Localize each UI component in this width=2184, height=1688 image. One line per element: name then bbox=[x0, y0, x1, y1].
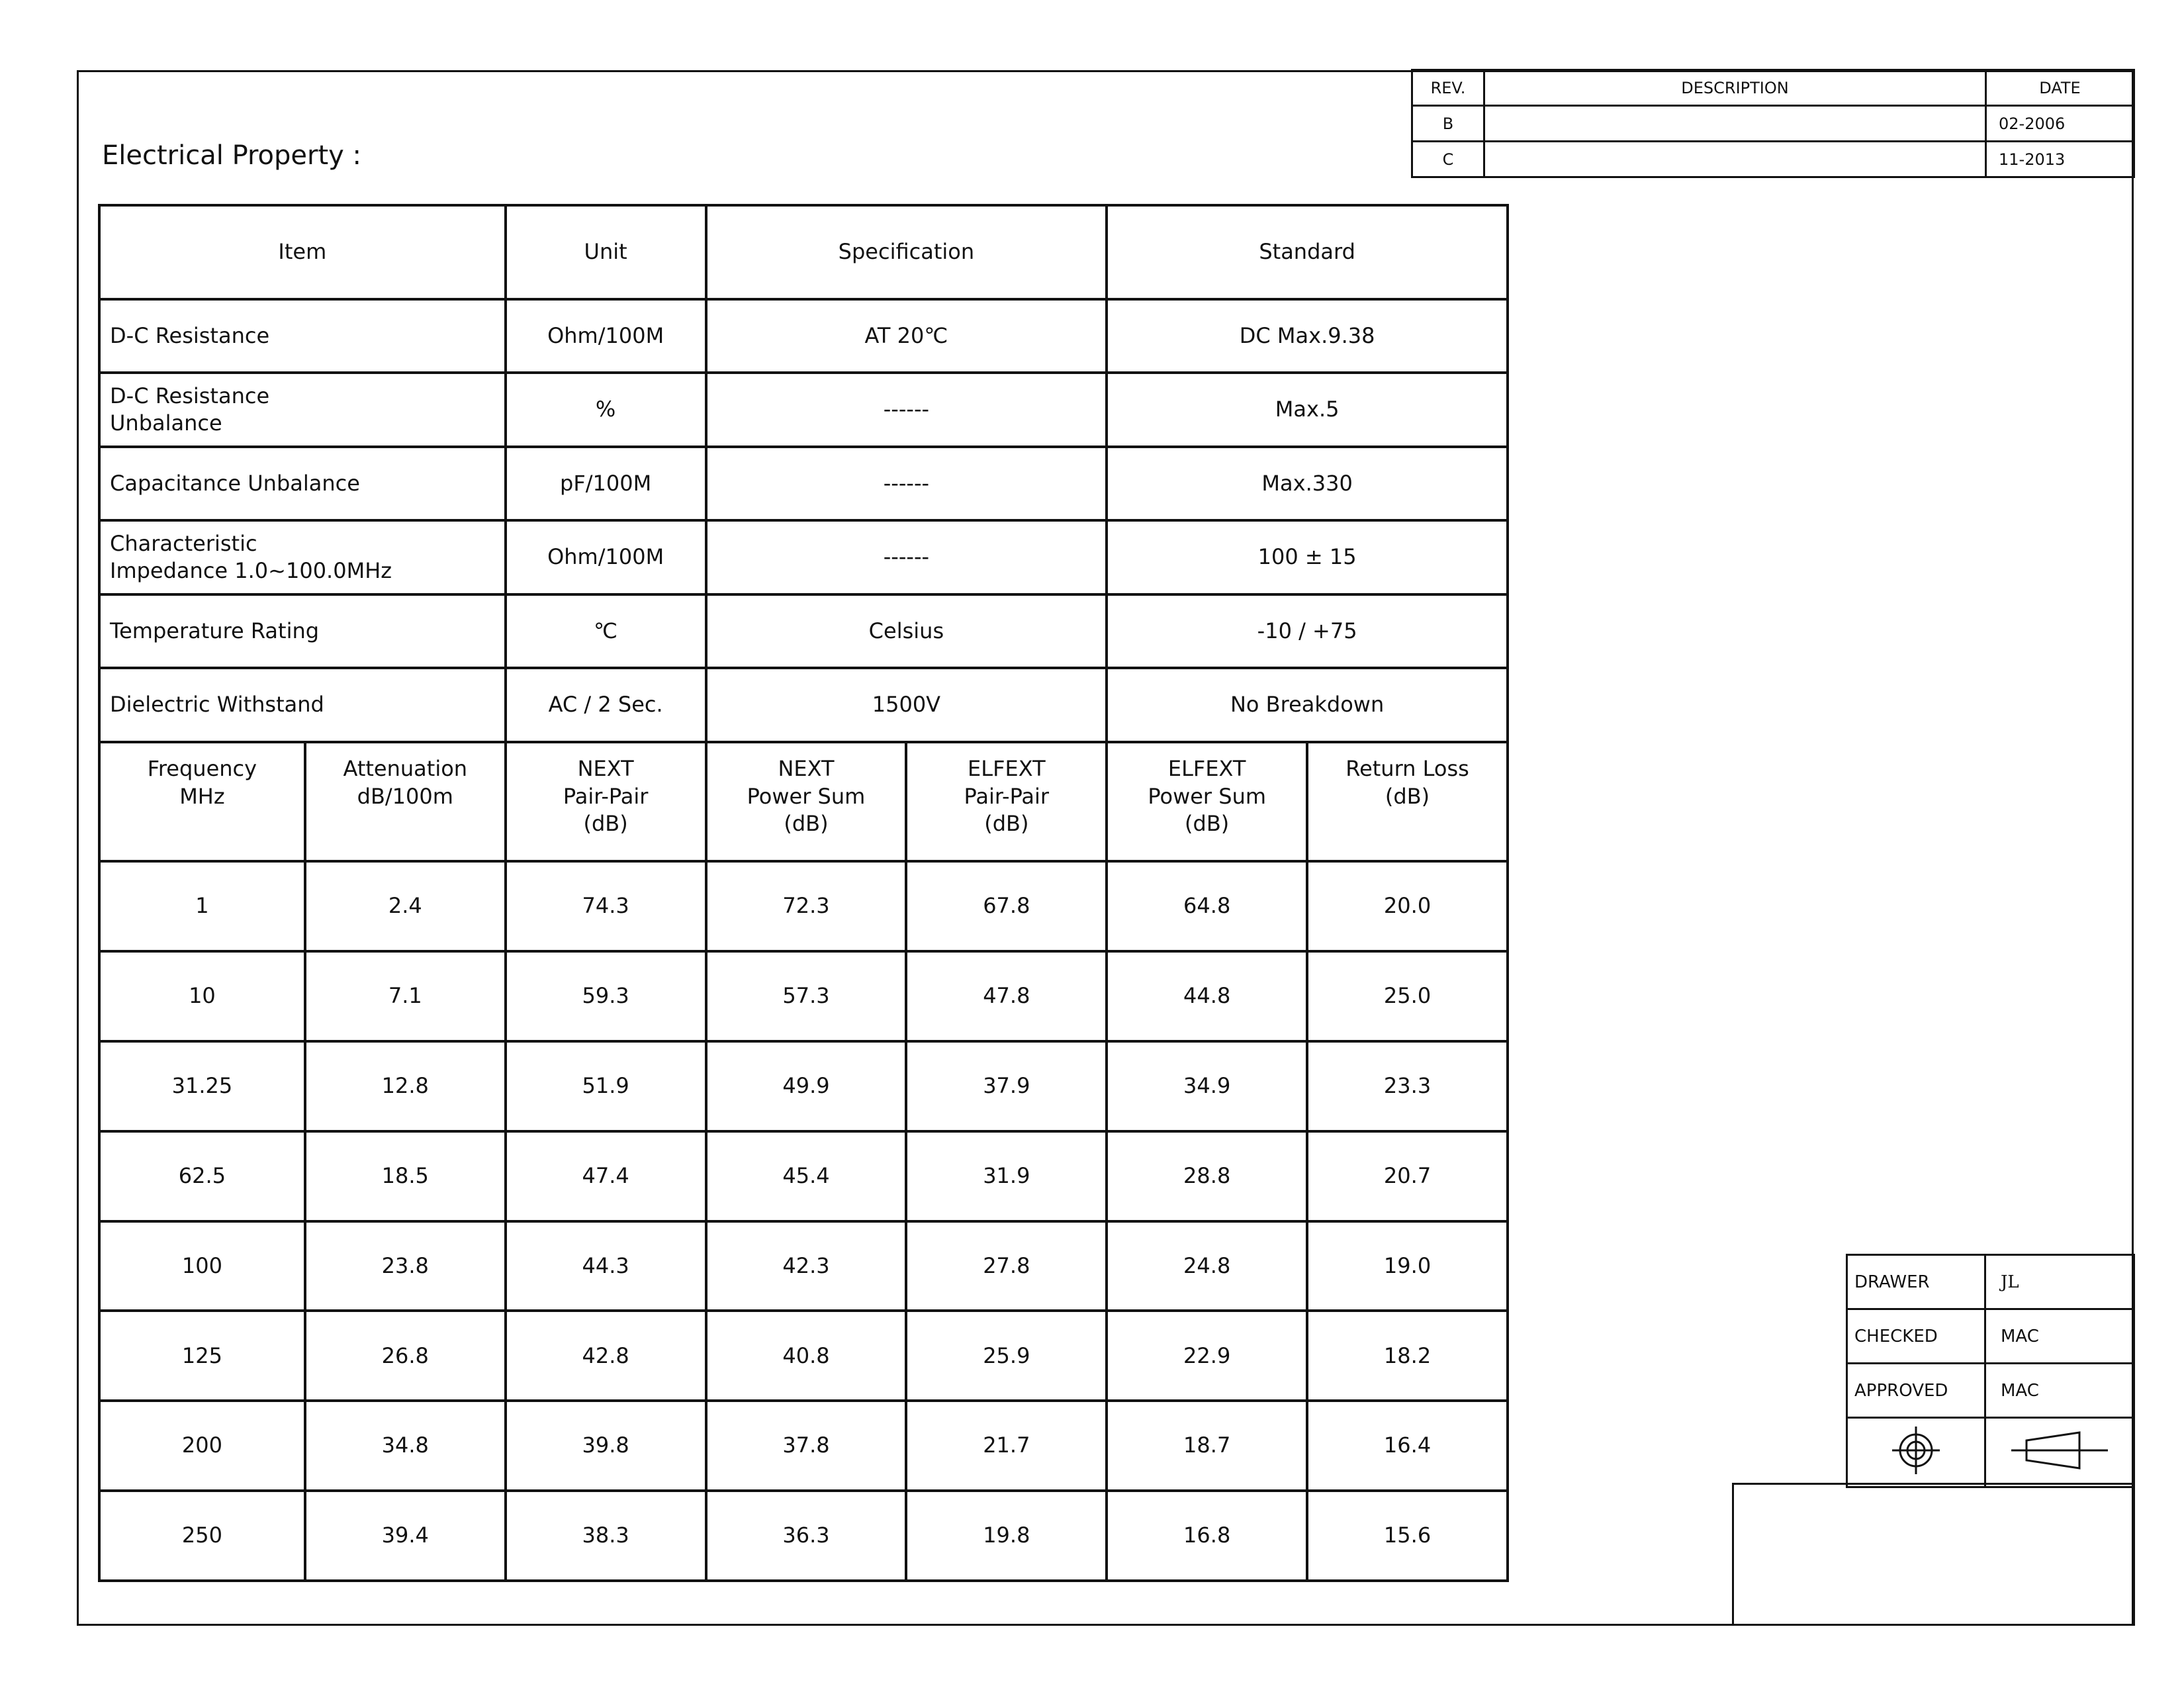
data-cell: 64.8 bbox=[1107, 861, 1307, 951]
electrical-property-table bbox=[98, 204, 1509, 1582]
description-value bbox=[1484, 106, 1986, 142]
standard-cell: Max.5 bbox=[1107, 373, 1508, 447]
table-row bbox=[99, 668, 1508, 742]
specification-cell: ------ bbox=[706, 447, 1107, 521]
approved-value: MAC bbox=[1985, 1364, 2134, 1418]
table-row bbox=[99, 1401, 1508, 1491]
data-cell: 200 bbox=[99, 1401, 305, 1491]
data-cell: 27.8 bbox=[906, 1221, 1107, 1311]
data-cell: 47.4 bbox=[506, 1131, 706, 1221]
title-block bbox=[1846, 1254, 2135, 1488]
unit-cell: Ohm/100M bbox=[506, 520, 706, 594]
table-row bbox=[99, 1221, 1508, 1311]
data-cell: 62.5 bbox=[99, 1131, 305, 1221]
data-cell: 19.0 bbox=[1307, 1221, 1508, 1311]
description-value bbox=[1484, 142, 1986, 177]
data-cell: 28.8 bbox=[1107, 1131, 1307, 1221]
column-header: Attenuation dB/100m bbox=[305, 742, 506, 861]
data-cell: 23.3 bbox=[1307, 1041, 1508, 1131]
standard-cell: 100 ± 15 bbox=[1107, 520, 1508, 594]
data-cell: 31.9 bbox=[906, 1131, 1107, 1221]
unit-cell: AC / 2 Sec. bbox=[506, 668, 706, 742]
table-row bbox=[99, 373, 1508, 447]
data-cell: 26.8 bbox=[305, 1311, 506, 1401]
column-header: NEXT Pair-Pair (dB) bbox=[506, 742, 706, 861]
data-cell: 34.9 bbox=[1107, 1041, 1307, 1131]
data-cell: 25.9 bbox=[906, 1311, 1107, 1401]
unit-header: Unit bbox=[506, 205, 706, 299]
description-header: DESCRIPTION bbox=[1484, 70, 1986, 106]
data-cell: 47.8 bbox=[906, 951, 1107, 1041]
table-row bbox=[99, 520, 1508, 594]
page-title: Electrical Property : bbox=[102, 140, 362, 171]
sub-header-row bbox=[99, 742, 1508, 861]
data-cell: 39.8 bbox=[506, 1401, 706, 1491]
table-row bbox=[99, 594, 1508, 669]
specification-cell: 1500V bbox=[706, 668, 1107, 742]
standard-header: Standard bbox=[1107, 205, 1508, 299]
item-cell: Characteristic Impedance 1.0~100.0MHz bbox=[99, 520, 506, 594]
data-cell: 72.3 bbox=[706, 861, 907, 951]
rev-value: B bbox=[1412, 106, 1484, 142]
table-row bbox=[99, 447, 1508, 521]
unit-cell: ℃ bbox=[506, 594, 706, 669]
date-value: 02-2006 bbox=[1986, 106, 2134, 142]
unit-cell: % bbox=[506, 373, 706, 447]
column-header: ELFEXT Pair-Pair (dB) bbox=[906, 742, 1107, 861]
data-cell: 1 bbox=[99, 861, 305, 951]
data-cell: 250 bbox=[99, 1491, 305, 1581]
data-cell: 37.8 bbox=[706, 1401, 907, 1491]
unit-cell: Ohm/100M bbox=[506, 299, 706, 373]
data-cell: 67.8 bbox=[906, 861, 1107, 951]
data-cell: 16.8 bbox=[1107, 1491, 1307, 1581]
data-cell: 24.8 bbox=[1107, 1221, 1307, 1311]
table-row bbox=[99, 1311, 1508, 1401]
column-header: ELFEXT Power Sum (dB) bbox=[1107, 742, 1307, 861]
data-cell: 45.4 bbox=[706, 1131, 907, 1221]
drawer-value: JL bbox=[1985, 1255, 2134, 1309]
standard-cell: No Breakdown bbox=[1107, 668, 1508, 742]
data-cell: 44.8 bbox=[1107, 951, 1307, 1041]
table-row bbox=[99, 861, 1508, 951]
data-cell: 23.8 bbox=[305, 1221, 506, 1311]
data-cell: 7.1 bbox=[305, 951, 506, 1041]
drawer-label: DRAWER bbox=[1847, 1255, 1985, 1309]
data-cell: 25.0 bbox=[1307, 951, 1508, 1041]
data-cell: 18.2 bbox=[1307, 1311, 1508, 1401]
item-cell: Temperature Rating bbox=[99, 594, 506, 669]
data-cell: 31.25 bbox=[99, 1041, 305, 1131]
item-cell: D-C Resistance Unbalance bbox=[99, 373, 506, 447]
item-cell: Capacitance Unbalance bbox=[99, 447, 506, 521]
data-cell: 2.4 bbox=[305, 861, 506, 951]
specification-header: Specification bbox=[706, 205, 1107, 299]
table-row bbox=[99, 1491, 1508, 1581]
title-block-box bbox=[1732, 1483, 2135, 1626]
table-row bbox=[99, 299, 1508, 373]
item-cell: Dielectric Withstand bbox=[99, 668, 506, 742]
column-header: Frequency MHz bbox=[99, 742, 305, 861]
data-cell: 51.9 bbox=[506, 1041, 706, 1131]
standard-cell: -10 / +75 bbox=[1107, 594, 1508, 669]
approved-label: APPROVED bbox=[1847, 1364, 1985, 1418]
checked-label: CHECKED bbox=[1847, 1309, 1985, 1364]
data-cell: 19.8 bbox=[906, 1491, 1107, 1581]
table-row bbox=[99, 951, 1508, 1041]
table-body bbox=[99, 205, 1508, 1581]
data-cell: 21.7 bbox=[906, 1401, 1107, 1491]
data-cell: 125 bbox=[99, 1311, 305, 1401]
standard-cell: DC Max.9.38 bbox=[1107, 299, 1508, 373]
data-cell: 34.8 bbox=[305, 1401, 506, 1491]
table-row bbox=[99, 1131, 1508, 1221]
date-value: 11-2013 bbox=[1986, 142, 2134, 177]
checked-value: MAC bbox=[1985, 1309, 2134, 1364]
item-cell: D-C Resistance bbox=[99, 299, 506, 373]
column-header: Return Loss (dB) bbox=[1307, 742, 1508, 861]
specification-cell: AT 20℃ bbox=[706, 299, 1107, 373]
unit-cell: pF/100M bbox=[506, 447, 706, 521]
standard-cell: Max.330 bbox=[1107, 447, 1508, 521]
table-header-row bbox=[99, 205, 1508, 299]
date-header: DATE bbox=[1986, 70, 2134, 106]
data-cell: 44.3 bbox=[506, 1221, 706, 1311]
data-cell: 49.9 bbox=[706, 1041, 907, 1131]
rev-header: REV. bbox=[1412, 70, 1484, 106]
data-cell: 15.6 bbox=[1307, 1491, 1508, 1581]
data-cell: 100 bbox=[99, 1221, 305, 1311]
target-icon bbox=[1847, 1418, 1985, 1487]
data-cell: 74.3 bbox=[506, 861, 706, 951]
data-cell: 36.3 bbox=[706, 1491, 907, 1581]
data-cell: 12.8 bbox=[305, 1041, 506, 1131]
specification-cell: Celsius bbox=[706, 594, 1107, 669]
data-cell: 38.3 bbox=[506, 1491, 706, 1581]
data-cell: 16.4 bbox=[1307, 1401, 1508, 1491]
data-cell: 18.5 bbox=[305, 1131, 506, 1221]
data-cell: 22.9 bbox=[1107, 1311, 1307, 1401]
data-cell: 42.3 bbox=[706, 1221, 907, 1311]
data-cell: 57.3 bbox=[706, 951, 907, 1041]
rev-value: C bbox=[1412, 142, 1484, 177]
data-cell: 20.7 bbox=[1307, 1131, 1508, 1221]
projection-icon bbox=[1985, 1418, 2134, 1487]
specification-cell: ------ bbox=[706, 373, 1107, 447]
data-cell: 42.8 bbox=[506, 1311, 706, 1401]
data-cell: 18.7 bbox=[1107, 1401, 1307, 1491]
data-cell: 20.0 bbox=[1307, 861, 1508, 951]
item-header: Item bbox=[99, 205, 506, 299]
data-cell: 37.9 bbox=[906, 1041, 1107, 1131]
data-cell: 59.3 bbox=[506, 951, 706, 1041]
data-cell: 10 bbox=[99, 951, 305, 1041]
data-cell: 40.8 bbox=[706, 1311, 907, 1401]
specification-cell: ------ bbox=[706, 520, 1107, 594]
table-row bbox=[99, 1041, 1508, 1131]
data-cell: 39.4 bbox=[305, 1491, 506, 1581]
column-header: NEXT Power Sum (dB) bbox=[706, 742, 907, 861]
revision-table bbox=[1411, 69, 2135, 178]
